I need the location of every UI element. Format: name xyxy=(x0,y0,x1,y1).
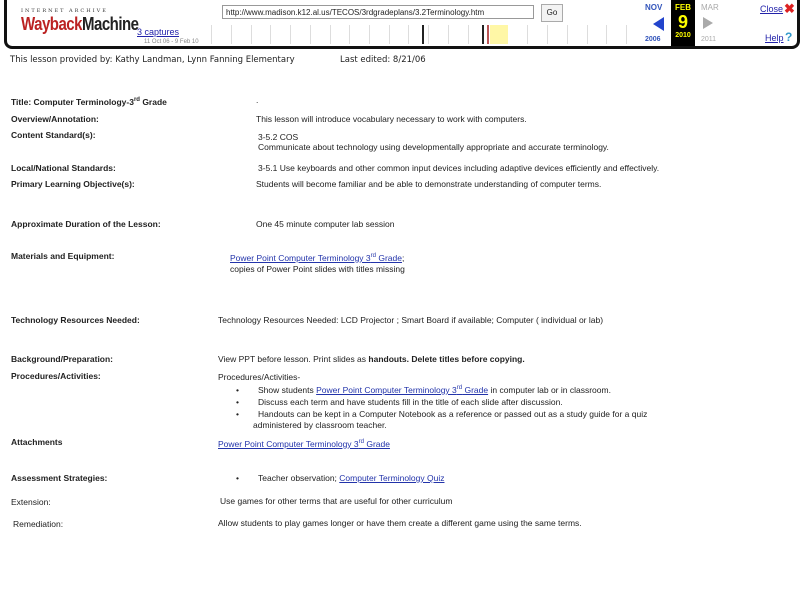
capture-marker-current[interactable] xyxy=(487,25,489,44)
procedures-label: Procedures/Activities: xyxy=(11,371,101,381)
tech-resources-label: Technology Resources Needed: xyxy=(11,315,140,325)
prev-capture-arrow-icon[interactable] xyxy=(653,17,664,31)
next-capture-arrow-icon xyxy=(703,17,713,29)
tech-resources-value: Technology Resources Needed: LCD Projector ; Smart Board if available; Computer ( individual or lab) xyxy=(218,315,604,325)
attachments-label: Attachments xyxy=(11,437,63,447)
materials-link-line: Power Point Computer Terminology 3rd Grade; xyxy=(230,253,405,263)
wayback-toolbar xyxy=(4,0,800,49)
assessment-label: Assessment Strategies: xyxy=(11,473,108,483)
duration-label: Approximate Duration of the Lesson: xyxy=(11,219,161,229)
help-link[interactable]: Help xyxy=(765,33,784,43)
procedure-item: • Show students Power Point Computer Terminology 3rd Grade in computer lab or in classroom. xyxy=(236,385,611,395)
background-label: Background/Preparation: xyxy=(11,354,114,364)
internet-archive-text: INTERNET ARCHIVE xyxy=(21,8,108,14)
help-icon[interactable]: ? xyxy=(785,30,793,44)
extension-value: Use games for other terms that are useful for other curriculum xyxy=(220,496,453,506)
attachments-value xyxy=(218,439,390,449)
current-day: 9 xyxy=(677,12,688,32)
procedures-heading: Procedures/Activities- xyxy=(218,372,301,382)
wayback-logo[interactable] xyxy=(21,8,139,33)
objective-label: Primary Learning Objective(s): xyxy=(11,179,135,189)
local-standards-label: Local/National Standards: xyxy=(11,163,116,173)
wayback-machine-text: WaybackMachine xyxy=(21,14,139,35)
content-standard-code: 3-5.2 COS xyxy=(258,132,299,142)
materials-label: Materials and Equipment: xyxy=(11,251,115,261)
duration-value: One 45 minute computer lab session xyxy=(256,219,395,229)
current-year: 2010 xyxy=(675,32,691,39)
attachments-ppt-link[interactable]: Power Point Computer Terminology 3rd Grade xyxy=(218,439,390,449)
local-standards-value: 3-5.1 Use keyboards and other common input devices including adaptive devices efficiently and effectively. xyxy=(258,163,660,173)
overview-label: Overview/Annotation: xyxy=(11,114,99,124)
objective-value: Students will become familiar and be able to demonstrate understanding of computer terms. xyxy=(256,179,602,189)
capture-timeline[interactable] xyxy=(207,23,641,45)
captures-link[interactable]: 3 captures xyxy=(137,27,180,37)
close-link[interactable]: Close xyxy=(760,4,784,14)
go-button[interactable]: Go xyxy=(541,4,563,22)
title-label: Title: Computer Terminology-3rd Grade xyxy=(11,97,167,107)
procedure-item: • Handouts can be kept in a Computer Notebook as a reference or passed out as a study guide for a quiz xyxy=(236,409,648,419)
extension-label: Extension: xyxy=(11,497,51,507)
last-edited: Last edited: 8/21/06 xyxy=(340,55,426,65)
content-standard-text: Communicate about technology using developmentally appropriate and accurate terminology. xyxy=(258,142,609,152)
assessment-item: • Teacher observation; Computer Terminology Quiz xyxy=(236,473,445,483)
procedure-item: • Discuss each term and have students fill in the title of each slide after discussion. xyxy=(236,397,563,407)
capture-marker[interactable] xyxy=(422,25,424,44)
lesson-credit: This lesson provided by: Kathy Landman, Lynn Fanning Elementary xyxy=(10,55,295,65)
content-standard-label: Content Standard(s): xyxy=(11,130,96,140)
remediation-label: Remediation: xyxy=(13,519,64,529)
materials-ppt-link[interactable]: Power Point Computer Terminology 3rd Grade xyxy=(230,253,402,263)
background-value: View PPT before lesson. Print slides as handouts. Delete titles before copying. xyxy=(218,354,525,364)
terminology-quiz-link[interactable]: Computer Terminology Quiz xyxy=(339,473,445,483)
remediation-value: Allow students to play games longer or have them create a different game using the same terms. xyxy=(218,518,582,528)
next-year: 2011 xyxy=(701,36,717,43)
capture-date-range: 11 Oct 06 - 9 Feb 10 xyxy=(144,39,199,45)
procedure-item-cont: administered by classroom teacher. xyxy=(253,420,387,430)
current-capture-highlight xyxy=(490,25,508,44)
title-value: . xyxy=(256,95,259,105)
current-capture-date xyxy=(671,0,695,46)
url-input[interactable]: http://www.madison.k12.al.us/TECOS/3rdgradeplans/3.2Terminology.htm xyxy=(222,5,534,19)
next-month: MAR xyxy=(701,3,719,12)
current-month: FEB xyxy=(675,3,691,12)
capture-marker[interactable] xyxy=(482,25,484,44)
prev-month[interactable]: NOV xyxy=(645,3,663,12)
overview-value: This lesson will introduce vocabulary necessary to work with computers. xyxy=(256,114,527,124)
procedure-ppt-link[interactable]: Power Point Computer Terminology 3rd Grade xyxy=(316,385,489,395)
materials-value: copies of Power Point slides with titles missing xyxy=(230,264,405,274)
close-icon[interactable]: ✖ xyxy=(784,1,795,16)
prev-year[interactable]: 2006 xyxy=(645,36,661,43)
